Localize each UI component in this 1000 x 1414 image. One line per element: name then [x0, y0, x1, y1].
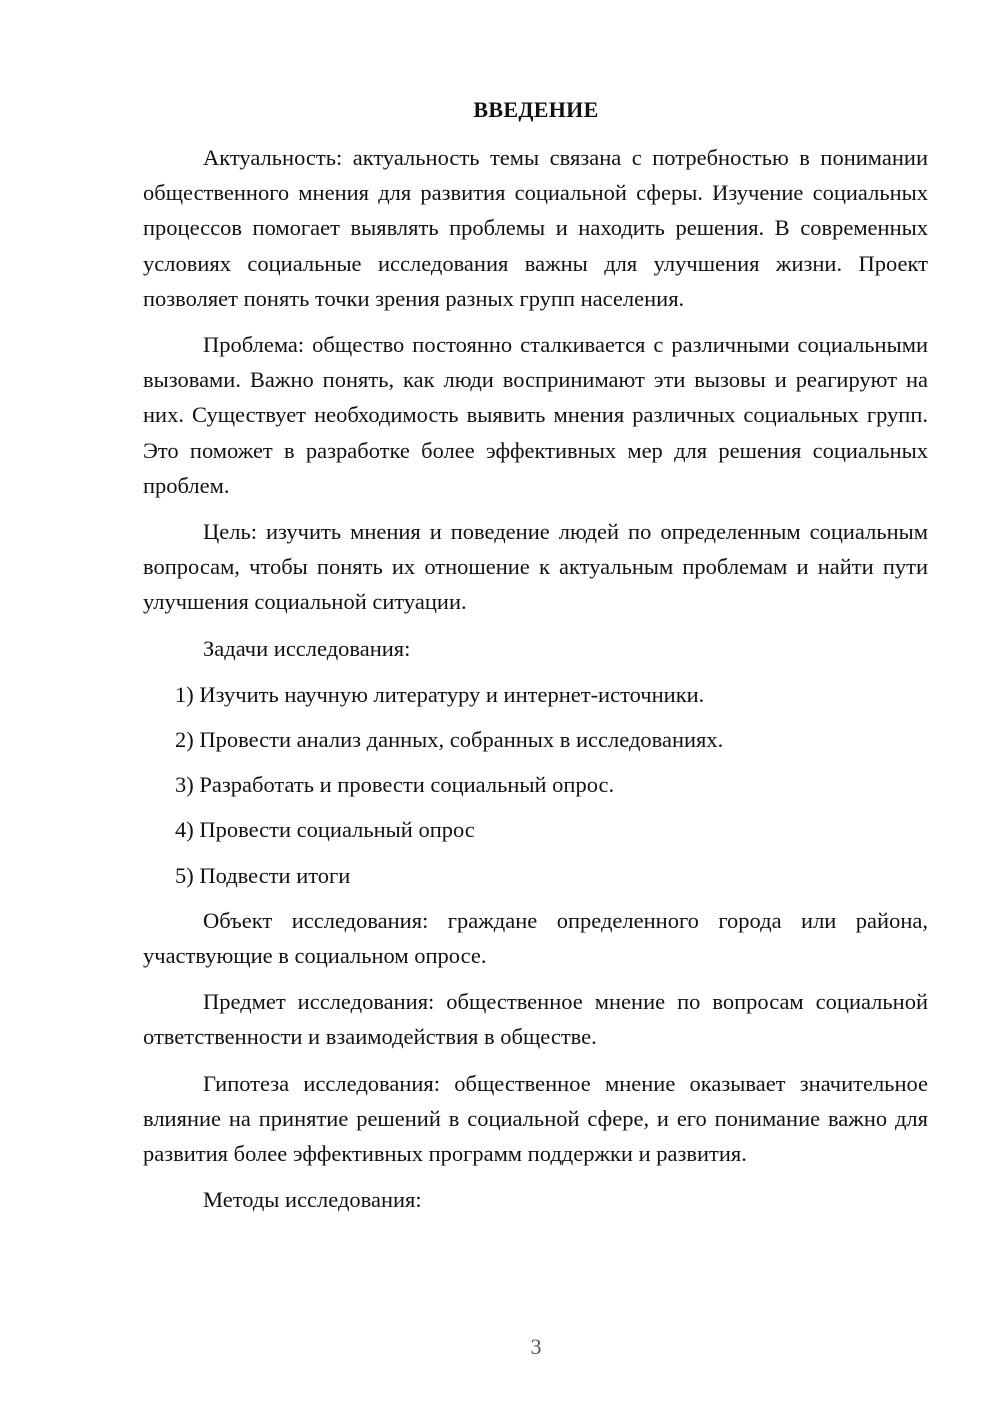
task-item-5: 5) Подвести итоги: [175, 862, 351, 888]
object-paragraph: Объект исследования: граждане определенного города или района, участвующие в социальном опросе.: [143, 907, 928, 969]
task-item-3: 3) Разработать и провести социальный опрос.: [175, 772, 615, 798]
methods-heading: Методы исследования:: [203, 1187, 422, 1213]
task-item-4: 4) Провести социальный опрос: [175, 817, 475, 843]
document-body: [143, 140, 928, 1228]
tasks-heading: Задачи исследования:: [203, 635, 411, 661]
subject-paragraph: Предмет исследования: общественное мнение по вопросам социальной ответственности и взаимодействия в обществе.: [143, 989, 928, 1050]
relevance-paragraph: Актуальность: актуальность темы связана с потребностью в понимании общественного мнения для развития социальной сферы. Изучение социальных процессов помогает выявлять проблемы и находить решения. В современных условиях социальные исследования важны для улучшения жизни. Проект позволяет понять точки зрения разных групп населения.: [143, 145, 928, 311]
hypothesis-paragraph: Гипотеза исследования: общественное мнение оказывает значительное влияние на принятие решений в социальной сфере, и его понимание важно для развития более эффективных программ поддержки и развития.: [143, 1070, 928, 1167]
task-item-2: 2) Провести анализ данных, собранных в исследованиях.: [175, 727, 724, 753]
problem-paragraph: Проблема: общество постоянно сталкивается с различными социальными вызовами. Важно понять, как люди воспринимают эти вызовы и реагируют на них. Существует необходимость выявить мнения различных социальных групп. Это поможет в разработке более эффективных мер для решения социальных проблем.: [143, 332, 928, 498]
page-title: ВВЕДЕНИЕ: [473, 97, 599, 122]
goal-paragraph: Цель: изучить мнения и поведение людей по определенным социальным вопросам, чтобы понять их отношение к актуальным проблемам и найти пути улучшения социальной ситуации.: [143, 519, 928, 615]
page-number: 3: [530, 1334, 542, 1359]
task-item-1: 1) Изучить научную литературу и интернет-источники.: [175, 681, 705, 707]
